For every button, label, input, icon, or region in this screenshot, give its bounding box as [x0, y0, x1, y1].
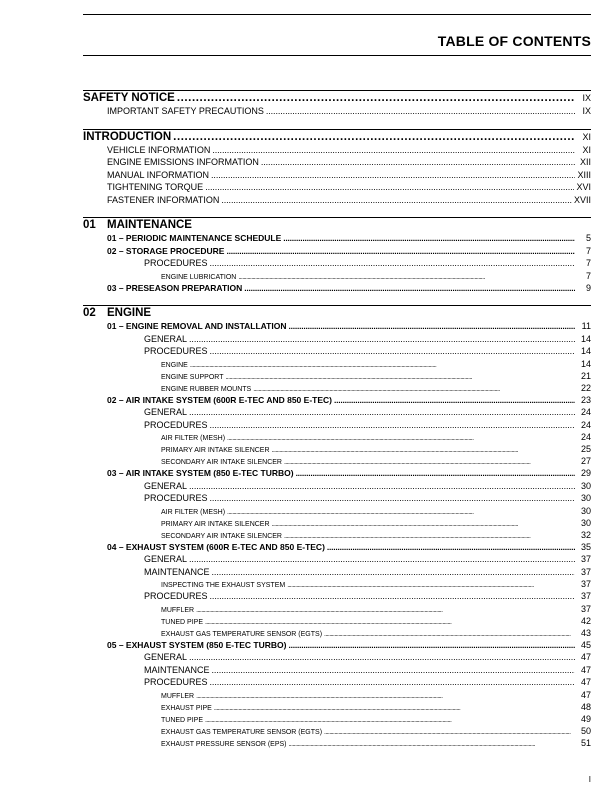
dot-leader: [212, 664, 575, 677]
dot-leader: [289, 739, 575, 749]
dot-leader: [211, 169, 575, 182]
dot-leader: [189, 406, 575, 419]
toc-entry-label: INTRODUCTION: [83, 130, 172, 143]
toc-entry-label: PROCEDURES: [144, 677, 208, 687]
toc-entry-page: 30: [580, 493, 591, 503]
dot-leader: [196, 691, 575, 701]
toc-entry-label: PRIMARY AIR INTAKE SILENCER: [161, 520, 270, 528]
toc-entry-label: PROCEDURES: [144, 591, 208, 601]
toc-entry-label: MAINTENANCE: [107, 219, 192, 231]
toc-entry-page: 49: [580, 713, 591, 724]
dot-leader: [173, 130, 575, 144]
dot-leader: [272, 519, 575, 529]
toc-entry-label: ENGINE: [161, 361, 188, 369]
toc-entry-page: 24: [580, 419, 591, 430]
dot-leader: [238, 272, 575, 282]
toc-entry-label: PROCEDURES: [144, 346, 208, 356]
dot-leader: [210, 419, 575, 432]
toc-entry-label: GENERAL: [144, 407, 188, 417]
toc-entry[interactable]: [83, 394, 591, 407]
toc-entry-label: 01 – ENGINE REMOVAL AND INSTALLATION: [107, 321, 287, 331]
dot-leader: [288, 639, 575, 652]
table-of-contents: [83, 90, 591, 749]
toc-entry[interactable]: [83, 257, 591, 270]
toc-entry-label: 03 – AIR INTAKE SYSTEM (850 E-TEC TURBO): [107, 468, 294, 478]
toc-entry[interactable]: [83, 245, 591, 258]
toc-entry[interactable]: [83, 627, 591, 639]
toc-section-heading[interactable]: [83, 218, 591, 232]
toc-entry[interactable]: [83, 443, 591, 455]
dot-leader: [212, 566, 575, 579]
toc-entry[interactable]: [83, 181, 591, 194]
toc-entry-page: 30: [580, 505, 591, 516]
toc-entry-label: 05 – EXHAUST SYSTEM (850 E-TEC TURBO): [107, 639, 287, 650]
toc-entry[interactable]: [83, 480, 591, 493]
dot-leader: [272, 445, 575, 455]
toc-entry[interactable]: [83, 713, 591, 725]
toc-entry-label: TUNED PIPE: [161, 716, 204, 724]
dot-leader: [205, 617, 575, 627]
dot-leader: [227, 433, 575, 443]
dot-leader: [261, 156, 575, 169]
toc-entry-page: 14: [580, 346, 591, 356]
dot-leader: [227, 507, 575, 517]
toc-entry[interactable]: [83, 370, 591, 382]
toc-entry-page: 47: [580, 664, 591, 675]
toc-entry-label: MAINTENANCE: [144, 566, 210, 577]
toc-entry-label: SECONDARY AIR INTAKE SILENCER: [161, 532, 282, 540]
dot-leader: [189, 553, 575, 566]
toc-entry-label: 02 – AIR INTAKE SYSTEM (600R E-TEC AND 850 E-TEC): [107, 394, 332, 405]
toc-entry[interactable]: [83, 529, 591, 541]
toc-entry-page: XI: [582, 144, 591, 155]
dot-leader: [210, 590, 575, 603]
toc-entry-page: XII: [579, 157, 591, 167]
toc-entry-label: VEHICLE INFORMATION: [107, 144, 211, 155]
dot-leader: [226, 372, 576, 382]
dot-leader: [221, 194, 572, 207]
dot-leader: [284, 457, 575, 467]
toc-entry-label: AIR FILTER (MESH): [161, 435, 226, 442]
dot-leader: [226, 245, 575, 258]
toc-entry-page: 45: [580, 639, 591, 650]
toc-entry[interactable]: [83, 517, 591, 529]
page-title: TABLE OF CONTENTS: [437, 33, 591, 49]
toc-entry-page: 5: [585, 233, 591, 243]
toc-entry-page: 7: [585, 245, 591, 256]
toc-entry-label: EXHAUST PIPE: [161, 704, 212, 712]
toc-entry-label: PROCEDURES: [144, 493, 208, 503]
toc-section-heading[interactable]: [83, 91, 591, 105]
toc-entry-page: 27: [580, 456, 591, 466]
toc-entry[interactable]: [83, 676, 591, 689]
dot-leader: [210, 257, 575, 270]
toc-entry[interactable]: [83, 578, 591, 590]
toc-section-heading[interactable]: [83, 306, 591, 320]
toc-entry-page: 47: [580, 677, 591, 687]
toc-entry[interactable]: [83, 406, 591, 419]
toc-entry-label: FASTENER INFORMATION: [107, 194, 220, 205]
toc-section-heading[interactable]: [83, 130, 591, 144]
top-rule: [83, 14, 591, 15]
toc-entry-label: MUFFLER: [161, 606, 195, 614]
toc-entry[interactable]: [83, 737, 591, 749]
toc-entry[interactable]: [83, 169, 591, 182]
toc-entry[interactable]: [83, 615, 591, 627]
toc-entry-label: GENERAL: [144, 480, 188, 491]
toc-entry-page: 51: [580, 737, 591, 748]
toc-entry-label: MUFFLER: [161, 692, 195, 700]
toc-entry-label: INSPECTING THE EXHAUST SYSTEM: [161, 582, 286, 589]
toc-entry[interactable]: [83, 270, 591, 282]
toc-entry-page: XIII: [577, 169, 591, 180]
toc-entry[interactable]: [83, 467, 591, 480]
toc-entry[interactable]: [83, 345, 591, 358]
toc-entry[interactable]: [83, 419, 591, 432]
dot-leader: [210, 492, 575, 505]
dot-leader: [214, 703, 575, 713]
title-rule: [83, 55, 591, 56]
toc-entry-page: 50: [580, 725, 591, 736]
toc-entry-page: 42: [580, 615, 591, 626]
toc-entry-page: 37: [580, 579, 591, 589]
toc-entry[interactable]: [83, 194, 591, 207]
toc-entry[interactable]: [83, 505, 591, 517]
toc-entry-label: ENGINE RUBBER MOUNTS: [161, 385, 252, 393]
toc-entry[interactable]: [83, 382, 591, 394]
toc-entry[interactable]: [83, 553, 591, 566]
toc-entry-label: PROCEDURES: [144, 419, 208, 430]
toc-entry-label: ENGINE: [107, 307, 152, 319]
toc-entry[interactable]: [83, 639, 591, 652]
dot-leader: [190, 360, 575, 370]
toc-entry-label: GENERAL: [144, 554, 188, 564]
toc-entry-page: 37: [580, 603, 591, 614]
toc-entry-page: XI: [582, 131, 591, 142]
dot-leader: [210, 676, 575, 689]
section-number: 02: [83, 307, 96, 319]
dot-leader: [284, 531, 575, 541]
toc-entry-label: SECONDARY AIR INTAKE SILENCER: [161, 459, 282, 466]
toc-entry-page: IX: [582, 106, 591, 116]
toc-entry-label: 02 – STORAGE PROCEDURE: [107, 245, 225, 256]
dot-leader: [189, 333, 575, 346]
toc-entry-label: PROCEDURES: [144, 258, 208, 268]
toc-entry-label: ENGINE LUBRICATION: [161, 273, 237, 281]
toc-entry-label: EXHAUST GAS TEMPERATURE SENSOR (EGTS): [161, 630, 323, 638]
toc-entry-page: 35: [580, 541, 591, 552]
toc-entry-label: EXHAUST PRESSURE SENSOR (EPS): [161, 740, 287, 748]
dot-leader: [196, 605, 575, 615]
toc-entry[interactable]: [83, 566, 591, 579]
toc-entry[interactable]: [83, 603, 591, 615]
dot-leader: [189, 480, 575, 493]
toc-entry-label: SAFETY NOTICE: [83, 92, 175, 104]
dot-leader: [296, 467, 575, 480]
dot-leader: [189, 651, 575, 664]
toc-entry-page: 48: [580, 701, 591, 712]
toc-entry-label: MANUAL INFORMATION: [107, 169, 210, 180]
dot-leader: [288, 320, 575, 333]
toc-entry[interactable]: [83, 358, 591, 370]
toc-entry-page: 43: [580, 627, 591, 638]
section-number: 01: [83, 219, 96, 231]
toc-entry-page: XVI: [576, 182, 591, 192]
toc-entry-page: 24: [580, 407, 591, 417]
toc-entry-page: 32: [580, 529, 591, 540]
toc-entry-page: 37: [580, 566, 591, 577]
dot-leader: [212, 144, 575, 157]
dot-leader: [283, 232, 575, 245]
toc-entry-page: 30: [580, 480, 591, 491]
toc-entry[interactable]: [83, 105, 591, 118]
toc-entry-page: 30: [580, 517, 591, 528]
dot-leader: [253, 384, 575, 394]
toc-entry[interactable]: [83, 282, 591, 295]
dot-leader: [205, 715, 575, 725]
toc-entry[interactable]: [83, 333, 591, 346]
toc-entry[interactable]: [83, 541, 591, 554]
dot-leader: [210, 345, 575, 358]
toc-entry[interactable]: [83, 455, 591, 467]
toc-entry[interactable]: [83, 725, 591, 737]
toc-entry-label: TUNED PIPE: [161, 618, 204, 626]
toc-entry-page: 24: [580, 432, 591, 442]
toc-entry-label: 04 – EXHAUST SYSTEM (600R E-TEC AND 850 E-TEC): [107, 541, 325, 552]
toc-entry-page: XVII: [573, 194, 591, 205]
toc-entry[interactable]: [83, 651, 591, 664]
toc-entry-label: ENGINE EMISSIONS INFORMATION: [107, 157, 259, 167]
toc-entry[interactable]: [83, 156, 591, 169]
toc-entry-label: ENGINE SUPPORT: [161, 373, 224, 381]
toc-entry-page: 37: [580, 591, 591, 601]
toc-entry[interactable]: [83, 320, 591, 333]
toc-entry-page: 23: [580, 394, 591, 405]
toc-entry-label: 03 – PRESEASON PREPARATION: [107, 282, 243, 293]
toc-entry-label: GENERAL: [144, 652, 188, 662]
dot-leader: [287, 580, 575, 590]
toc-entry-label: GENERAL: [144, 333, 188, 344]
dot-leader: [334, 394, 575, 407]
dot-leader: [327, 541, 575, 554]
toc-entry-label: PRIMARY AIR INTAKE SILENCER: [161, 447, 270, 454]
dot-leader: [244, 282, 575, 295]
toc-entry[interactable]: [83, 492, 591, 505]
toc-entry[interactable]: [83, 664, 591, 677]
dot-leader: [324, 629, 575, 639]
toc-entry-page: 29: [580, 468, 591, 478]
toc-entry-page: 7: [585, 270, 591, 281]
toc-entry-label: EXHAUST GAS TEMPERATURE SENSOR (EGTS): [161, 728, 323, 736]
toc-entry-label: TIGHTENING TORQUE: [107, 182, 204, 192]
toc-entry-page: 25: [580, 444, 591, 454]
toc-entry[interactable]: [83, 701, 591, 713]
toc-entry-page: 11: [581, 321, 591, 331]
toc-entry-page: 14: [580, 333, 591, 344]
toc-entry-page: 9: [585, 282, 591, 293]
toc-entry-page: 47: [580, 689, 591, 700]
toc-entry-page: 47: [580, 652, 591, 662]
toc-entry[interactable]: [83, 689, 591, 701]
toc-entry-page: 21: [580, 370, 591, 381]
dot-leader: [266, 105, 575, 118]
toc-entry-page: IX: [582, 93, 591, 103]
toc-entry-page: 7: [585, 258, 591, 268]
dot-leader: [205, 181, 574, 194]
toc-entry-page: 22: [580, 382, 591, 393]
dot-leader: [324, 727, 575, 737]
page-number: I: [588, 775, 591, 784]
toc-entry[interactable]: [83, 144, 591, 157]
toc-entry-page: 14: [580, 358, 591, 369]
toc-entry-label: MAINTENANCE: [144, 664, 210, 675]
dot-leader: [177, 91, 575, 105]
toc-entry[interactable]: [83, 232, 591, 245]
toc-entry-label: AIR FILTER (MESH): [161, 508, 226, 516]
toc-entry-label: 01 – PERIODIC MAINTENANCE SCHEDULE: [107, 233, 282, 243]
toc-entry-label: IMPORTANT SAFETY PRECAUTIONS: [107, 106, 264, 116]
toc-entry[interactable]: [83, 590, 591, 603]
toc-entry-page: 37: [580, 554, 591, 564]
toc-entry[interactable]: [83, 431, 591, 443]
